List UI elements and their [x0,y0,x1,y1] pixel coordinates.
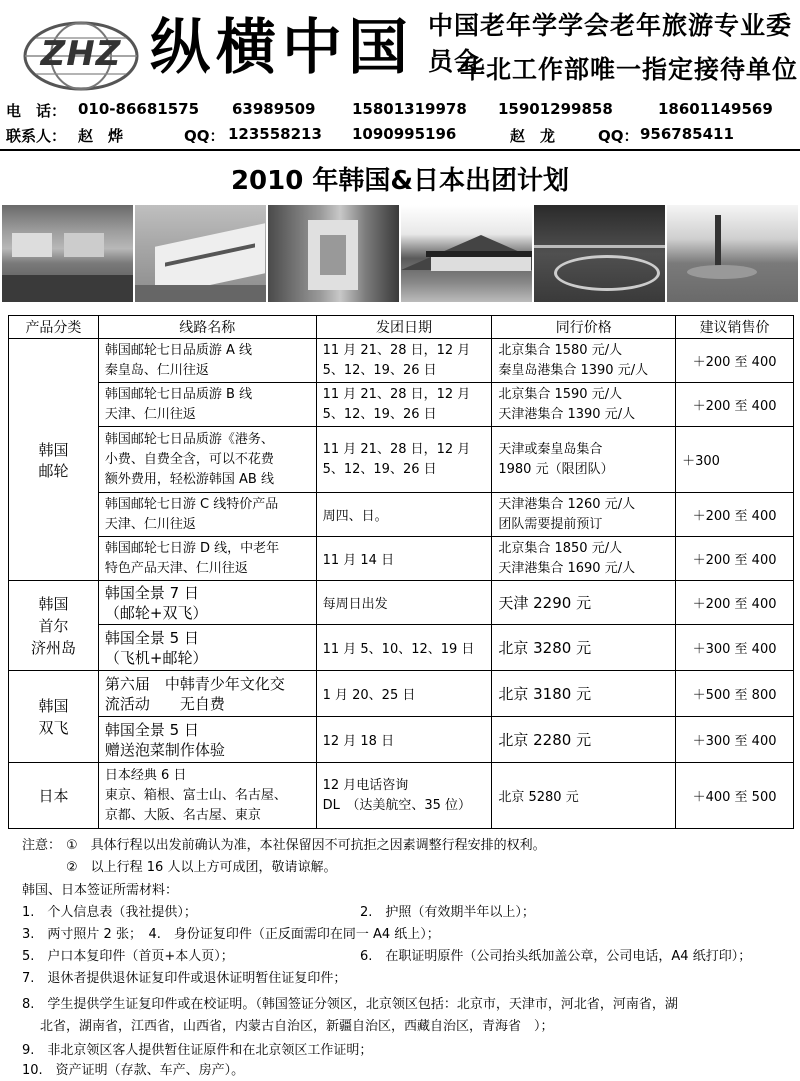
visa-item-7: 7. 退休者提供退休证复印件或退休证明暂住证复印件； [22,971,347,986]
category-cruise: 韩国 邮轮 [9,339,99,581]
table-row [9,581,794,625]
suggested-price: ＋200 至 400 [676,339,794,383]
trade-price: 北京 5280 元 [492,763,676,829]
tour-plan-table [8,315,794,829]
trade-price: 北京集合 1590 元/人 天津港集合 1390 元/人 [492,383,676,427]
visa-item-2: 2. 护照（有效期半年以上）； [360,905,535,920]
city-night-bridge-photo [534,205,665,302]
phone-3: 15801319978 [352,100,467,118]
qq-number-1: 123558213 [228,125,322,143]
departure-date: 每周日出发 [316,581,492,625]
table-row [9,537,794,581]
suggested-price: ＋200 至 400 [676,537,794,581]
org-line-1: 中国老年学学会老年旅游专业委员会 [428,11,793,76]
departure-date: 1 月 20、25 日 [316,671,492,717]
trade-price: 天津港集合 1260 元/人 团队需要提前预订 [492,493,676,537]
ship-corridor-photo [268,205,399,302]
visa-item-9: 9. 非北京领区客人提供暂住证原件和在北京领区工作证明； [22,1043,373,1058]
visa-item-8: 8. 学生提供学生证复印件或在校证明。（韩国签证分领区，北京领区包括：北京市，天津市，河北省，河南省，湖 [22,997,678,1012]
col-header-route: 线路名称 [98,316,316,339]
suggested-price: ＋300 至 400 [676,717,794,763]
qq-label-1: QQ： [184,127,225,145]
table-row [9,717,794,763]
table-header-row [9,316,794,339]
table-row [9,383,794,427]
trade-price: 北京 3180 元 [492,671,676,717]
logo-text: ZHZ [40,34,122,74]
departure-date: 12 月电话咨询 DL （达美航空、35 位） [316,763,492,829]
visa-item-5: 5. 户口本复印件（首页+本人页）； [22,949,234,964]
route-name: 日本经典 6 日 東京、箱根、富士山、名古屋、 京都、大阪、名古屋、東京 [98,763,316,829]
table-row [9,625,794,671]
contact-person-2: 赵 龙 [510,127,556,145]
route-name: 韩国邮轮七日游 D 线，中老年 特色产品天津、仁川往返 [98,537,316,581]
note-1: ① 具体行程以出发前确认为准，本社保留因不可抗拒之因素调整行程安排的权利。 [66,838,546,853]
table-row [9,763,794,829]
ship-cabin-photo [2,205,133,302]
category-japan: 日本 [9,763,99,829]
suggested-price: ＋500 至 800 [676,671,794,717]
suggested-price: ＋200 至 400 [676,383,794,427]
visa-item-8-cont: 北省，湖南省，江西省，山西省，内蒙古自治区，新疆自治区，西藏自治区，青海省 ）； [40,1019,554,1034]
visa-item-3-4: 3. 两寸照片 2 张； 4. 身份证复印件（正反面需印在同一 A4 纸上）； [22,927,440,942]
qq-number-2: 956785411 [640,125,734,143]
departure-date: 11 月 21、28 日，12 月 5、12、19、26 日 [316,339,492,383]
route-name: 韩国全景 5 日 赠送泡菜制作体验 [98,717,316,763]
departure-date: 周四、日。 [316,493,492,537]
departure-date: 11 月 21、28 日，12 月 5、12、19、26 日 [316,383,492,427]
visa-materials-title: 韩国、日本签证所需材料： [22,883,179,898]
col-header-sale: 建议销售价 [676,316,794,339]
brand-name: 纵横中国 [150,13,414,83]
route-name: 第六届 中韩青少年文化交 流活动 无自费 [98,671,316,717]
note-2: ② 以上行程 16 人以上方可成团，敬请谅解。 [66,860,337,875]
trade-price: 北京 2280 元 [492,717,676,763]
visa-item-1: 1. 个人信息表（我社提供）； [22,905,197,920]
contact-label: 联系人： [6,127,67,145]
phone-label: 电 话： [6,102,67,120]
trade-price: 北京 3280 元 [492,625,676,671]
departure-date: 11 月 21、28 日，12 月 5、12、19、26 日 [316,427,492,493]
col-header-category: 产品分类 [9,316,99,339]
suggested-price: ＋200 至 400 [676,581,794,625]
route-name: 韩国邮轮七日品质游 B 线 天津、仁川往返 [98,383,316,427]
table-row [9,427,794,493]
notes-label: 注意： [22,838,62,853]
korean-palace-photo [401,205,532,302]
page-title: 2010 年韩国&日本出团计划 [230,166,570,196]
photo-strip [2,205,798,302]
departure-date: 12 月 18 日 [316,717,492,763]
suggested-price: ＋400 至 500 [676,763,794,829]
phone-5: 18601149569 [658,100,773,118]
contact-person-1: 赵 烨 [78,127,124,145]
qq-label-2: QQ： [598,127,639,145]
departure-date: 11 月 14 日 [316,537,492,581]
table-row [9,671,794,717]
suggested-price: ＋200 至 400 [676,493,794,537]
phone-1: 010-86681575 [78,100,200,118]
trade-price: 北京集合 1850 元/人 天津港集合 1690 元/人 [492,537,676,581]
visa-item-6: 6. 在职证明原件（公司抬头纸加盖公章，公司电话，A4 纸打印）； [360,949,752,964]
trade-price: 天津或秦皇岛集合 1980 元（限团队） [492,427,676,493]
category-seoul-jeju: 韩国 首尔 济州岛 [9,581,99,671]
park-monument-photo [667,205,798,302]
table-row [9,493,794,537]
departure-date: 11 月 5、10、12、19 日 [316,625,492,671]
trade-price: 北京集合 1580 元/人 秦皇岛港集合 1390 元/人 [492,339,676,383]
category-korea-fly: 韩国 双飞 [9,671,99,763]
phone-2: 63989509 [232,100,316,118]
route-name: 韩国全景 7 日 （邮轮+双飞） [98,581,316,625]
qq-number-1b: 1090995196 [352,125,457,143]
zhz-logo [22,20,140,92]
trade-price: 天津 2290 元 [492,581,676,625]
route-name: 韩国全景 5 日 （飞机+邮轮） [98,625,316,671]
col-header-price: 同行价格 [492,316,676,339]
visa-item-10: 10. 资产证明（存款、车产、房产）。 [22,1063,245,1078]
suggested-price: ＋300 [676,427,794,493]
route-name: 韩国邮轮七日品质游《港务、 小费、自费全含，可以不花费 额外费用，轻松游韩国 AB 线 [98,427,316,493]
cruise-ship-photo [135,205,266,302]
route-name: 韩国邮轮七日游 C 线特价产品 天津、仁川往返 [98,493,316,537]
route-name: 韩国邮轮七日品质游 A 线 秦皇岛、仁川往返 [98,339,316,383]
suggested-price: ＋300 至 400 [676,625,794,671]
col-header-date: 发团日期 [316,316,492,339]
org-line-2: 华北工作部唯一指定接待单位 [460,55,799,84]
phone-4: 15901299858 [498,100,613,118]
header-divider [0,149,800,151]
table-row [9,339,794,383]
